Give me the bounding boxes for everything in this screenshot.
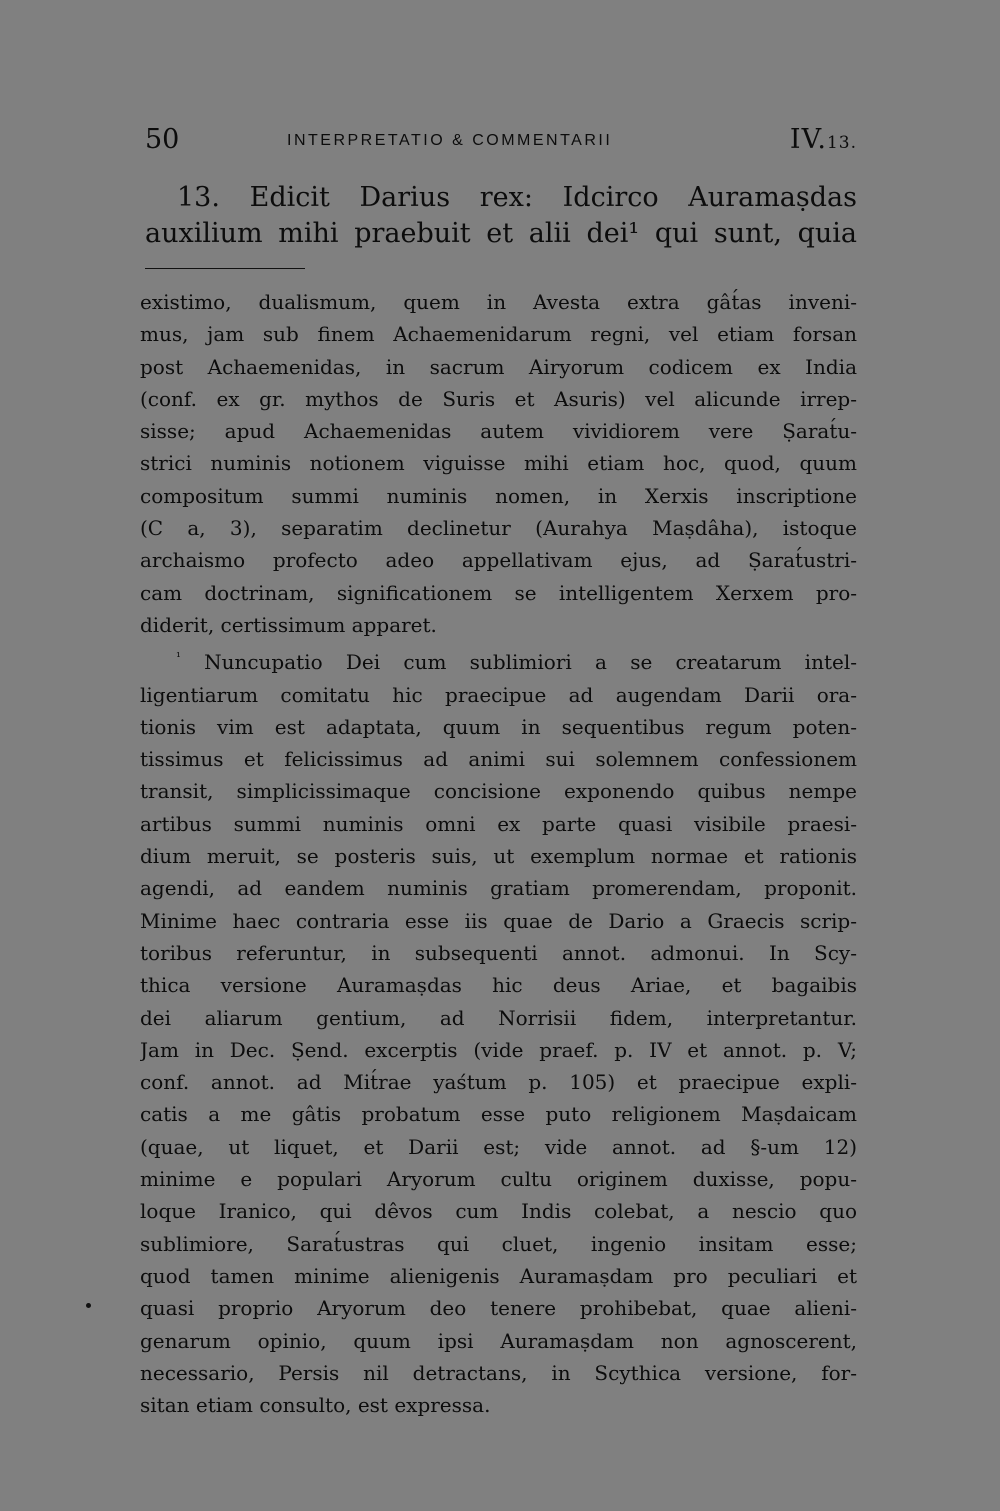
note-line: Minime haec contraria esse iis quae de Dario a Graecis scrip- xyxy=(140,908,857,933)
note-line: tionis vim est adaptata, quum in sequentibus regum poten- xyxy=(140,714,857,739)
note-line: diderit, certissimum apparet. xyxy=(140,612,437,637)
note-line: dium meruit, se posteris suis, ut exemplum normae et rationis xyxy=(140,844,857,869)
note-line: archaismo profecto adeo appellativam ejus, ad Ṣarat́ustri- xyxy=(140,548,857,573)
page-header xyxy=(145,124,857,164)
note-line: (C a, 3), separatim declinetur (Aurahya Maṣdâha), istoque xyxy=(140,516,857,541)
note-line: sublimiore, Sarat́ustras qui cluet, ingenio insitam esse; xyxy=(140,1231,857,1256)
note-line: dei aliarum gentium, ad Norrisii fidem, interpretantur. xyxy=(140,1005,857,1030)
note-line: quod tamen minime alienigenis Auramaṣdam pro peculiari et xyxy=(140,1263,857,1288)
section-reference xyxy=(790,124,857,155)
note-line: minime e populari Aryorum cultu originem duxisse, popu- xyxy=(140,1167,857,1192)
running-title: INTERPRETATIO & COMMENTARII xyxy=(287,132,613,149)
note-line: artibus summi numinis omni ex parte quasi visibile praesi- xyxy=(140,811,857,836)
note-line: (conf. ex gr. mythos de Suris et Asuris) vel alicunde irrep- xyxy=(140,386,857,411)
note-line: toribus referuntur, in subsequenti annot. admonui. In Scy- xyxy=(140,940,857,965)
note-line: sitan etiam consulto, est expressa. xyxy=(140,1393,491,1418)
note-line: loque Iranico, qui dêvos cum Indis colebat, a nescio quo xyxy=(140,1199,857,1224)
footnotes xyxy=(140,286,857,1421)
note-line: tissimus et felicissimus ad animi sui solemnem confessionem xyxy=(140,747,857,772)
note-line: conf. annot. ad Mit́rae yaśtum p. 105) et praecipue expli- xyxy=(140,1070,857,1095)
margin-dot xyxy=(86,1303,91,1308)
section-ref-roman: IV. xyxy=(789,124,827,155)
note-line: quasi proprio Aryorum deo tenere prohibebat, quae alieni- xyxy=(140,1296,857,1321)
note-line: Jam in Dec. Ṣend. excerptis (vide praef. p. IV et annot. p. V; xyxy=(140,1037,857,1062)
footnote-text: Nuncupatio Dei cum sublimiori a se creatarum intel- xyxy=(204,650,857,675)
note-line: agendi, ad eandem numinis gratiam promerendam, proponit. xyxy=(140,876,857,901)
footnote-marker: ¹ xyxy=(176,650,181,665)
note-line: sisse; apud Achaemenidas autem vividiorem vere Ṣarat́u- xyxy=(140,419,857,444)
note-line: genarum opinio, quum ipsi Auramaṣdam non agnoscerent, xyxy=(140,1328,857,1353)
note-line: strici numinis notionem viguisse mihi etiam hoc, quod, quum xyxy=(140,451,857,476)
footnote-rule xyxy=(145,268,305,269)
note-line: transit, simplicissimaque concisione exponendo quibus nempe xyxy=(140,779,857,804)
page-number: 50 xyxy=(145,124,180,155)
section-ref-number: 13. xyxy=(826,133,857,153)
note-line: post Achaemenidas, in sacrum Airyorum codicem ex India xyxy=(140,354,857,379)
note-line: existimo, dualismum, quem in Avesta extra gât́as inveni- xyxy=(140,290,857,314)
note-line: compositum summi numinis nomen, in Xerxis inscriptione xyxy=(140,483,857,508)
note-line: catis a me gâtis probatum esse puto religionem Maṣdaicam xyxy=(140,1102,857,1127)
note-line: mus, jam sub finem Achaemenidarum regni, vel etiam forsan xyxy=(140,322,857,347)
note-line: thica versione Auramaṣdas hic deus Ariae, et bagaibis xyxy=(140,973,857,998)
footnote-first-line xyxy=(140,641,857,678)
note-line: ligentiarum comitatu hic praecipue ad augendam Darii ora- xyxy=(140,682,857,707)
main-text-line: auxilium mihi praebuit et alii dei¹ qui sunt, quia xyxy=(145,218,857,249)
main-text xyxy=(145,180,857,252)
main-text-line: 13. Edicit Darius rex: Idcirco Auramaṣdas xyxy=(177,182,857,213)
note-line: (quae, ut liquet, et Darii est; vide annot. ad §-um 12) xyxy=(140,1134,857,1159)
note-line: cam doctrinam, significationem se intelligentem Xerxem pro- xyxy=(140,580,857,605)
note-line: necessario, Persis nil detractans, in Scythica versione, for- xyxy=(140,1360,857,1385)
